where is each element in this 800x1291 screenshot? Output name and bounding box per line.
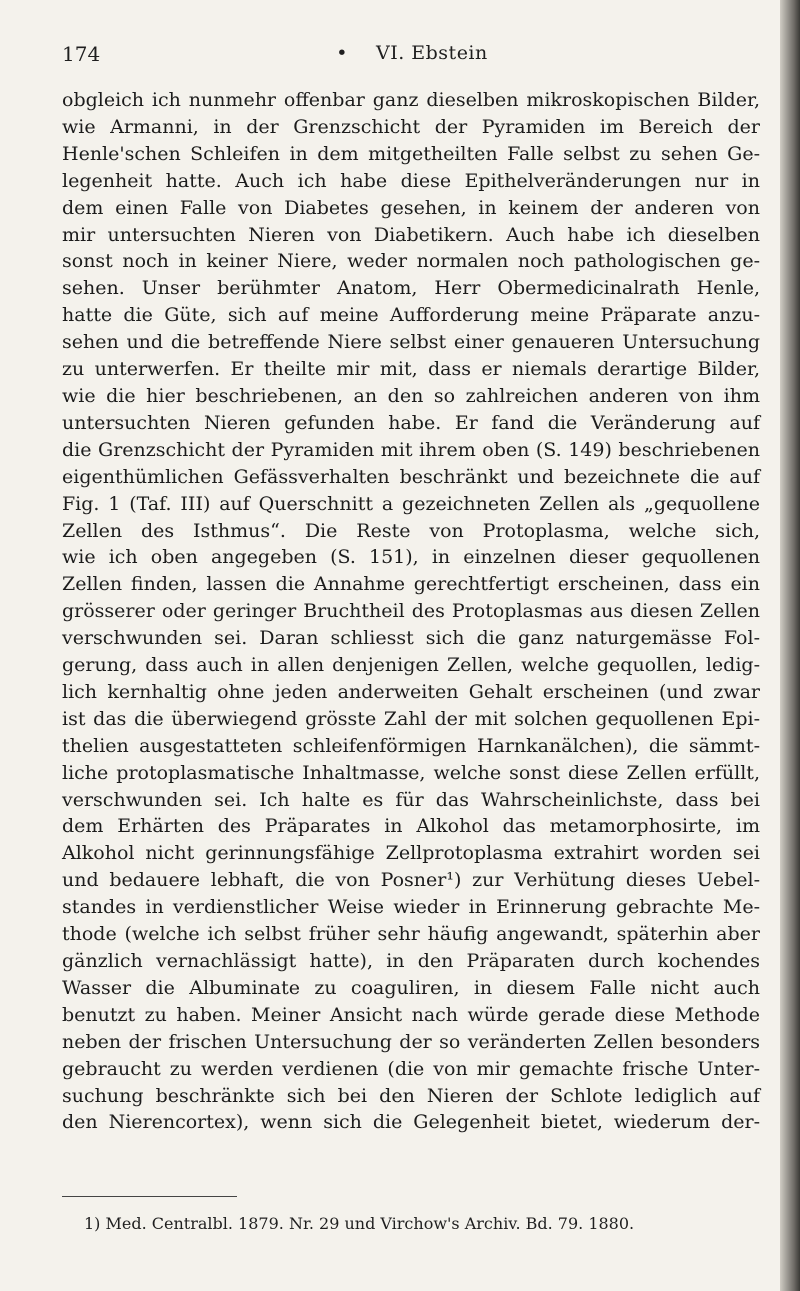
page-edge-shadow xyxy=(780,0,800,1291)
text-line: Alkohol nicht gerinnungsfähige Zellprotoplasma extrahirt worden sei xyxy=(62,842,760,865)
text-line: zu unterwerfen. Er theilte mir mit, dass er niemals derartige Bilder, xyxy=(62,358,760,381)
text-line: den Nierencortex), wenn sich die Gelegenheit bietet, wiederum der- xyxy=(62,1111,760,1134)
body-text xyxy=(62,87,760,1136)
page-number: 174 xyxy=(62,42,101,66)
text-line: sehen. Unser berühmter Anatom, Herr Obermedicinalrath Henle, xyxy=(62,277,760,300)
text-line: gerung, dass auch in allen denjenigen Zellen, welche gequollen, ledig- xyxy=(62,654,760,677)
running-head xyxy=(62,42,762,64)
text-line: dem Erhärten des Präparates in Alkohol das metamorphosirte, im xyxy=(62,815,760,838)
text-line: thelien ausgestatteten schleifenförmigen Harnkanälchen), die sämmt- xyxy=(62,734,760,757)
text-line: mir untersuchten Nieren von Diabetikern. Auch habe ich dieselben xyxy=(62,223,760,246)
page-header xyxy=(62,42,762,72)
text-line: Zellen des Isthmus“. Die Reste von Protoplasma, welche sich, xyxy=(62,519,760,542)
text-line: wie Armanni, in der Grenzschicht der Pyramiden im Bereich der xyxy=(62,115,760,138)
text-line: untersuchten Nieren gefunden habe. Er fand die Veränderung auf xyxy=(62,411,760,434)
text-line: eigenthümlichen Gefässverhalten beschränkt und bezeichnete die auf xyxy=(62,465,760,488)
text-line: lich kernhaltig ohne jeden anderweiten Gehalt erscheinen (und zwar xyxy=(62,680,760,703)
text-line: und bedauere lebhaft, die von Posner¹) zur Verhütung dieses Uebel- xyxy=(62,869,760,892)
text-line: benutzt zu haben. Meiner Ansicht nach würde gerade diese Methode xyxy=(62,1003,760,1026)
text-line: Fig. 1 (Taf. III) auf Querschnitt a gezeichneten Zellen als „gequollene xyxy=(62,492,760,515)
text-line: obgleich ich nunmehr offenbar ganz dieselben mikroskopischen Bilder, xyxy=(62,89,760,111)
text-line: legenheit hatte. Auch ich habe diese Epithelveränderungen nur in xyxy=(62,169,760,192)
text-line: standes in verdienstlicher Weise wieder in Erinnerung gebrachte Me- xyxy=(62,896,760,919)
text-line: verschwunden sei. Ich halte es für das Wahrscheinlichste, dass bei xyxy=(62,788,760,811)
footnote: 1) Med. Centralbl. 1879. Nr. 29 und Virchow's Archiv. Bd. 79. 1880. xyxy=(84,1214,635,1233)
text-line: hatte die Güte, sich auf meine Aufforderung meine Präparate anzu- xyxy=(62,304,760,327)
text-line: grösserer oder geringer Bruchtheil des Protoplasmas aus diesen Zellen xyxy=(62,600,760,623)
text-line: verschwunden sei. Daran schliesst sich die ganz naturgemässe Fol- xyxy=(62,627,760,650)
text-line: die Grenzschicht der Pyramiden mit ihrem oben (S. 149) beschriebenen xyxy=(62,438,760,461)
text-line: sonst noch in keiner Niere, weder normalen noch pathologischen ge- xyxy=(62,250,760,273)
running-head-title: VI. Ebstein xyxy=(375,42,488,64)
text-line: liche protoplasmatische Inhaltmasse, welche sonst diese Zellen erfüllt, xyxy=(62,761,760,784)
text-line: Wasser die Albuminate zu coaguliren, in diesem Falle nicht auch xyxy=(62,976,760,999)
text-line: sehen und die betreffende Niere selbst einer genaueren Untersuchung xyxy=(62,331,760,354)
text-line: dem einen Falle von Diabetes gesehen, in keinem der anderen von xyxy=(62,196,760,219)
text-line: neben der frischen Untersuchung der so veränderten Zellen besonders xyxy=(62,1030,760,1053)
text-line: wie die hier beschriebenen, an den so zahlreichen anderen von ihm xyxy=(62,384,760,407)
text-line: gänzlich vernachlässigt hatte), in den Präparaten durch kochendes xyxy=(62,950,760,972)
text-line: gebraucht zu werden verdienen (die von mir gemachte frische Unter- xyxy=(62,1057,760,1080)
text-line: suchung beschränkte sich bei den Nieren der Schlote lediglich auf xyxy=(62,1084,760,1107)
text-line: Henle'schen Schleifen in dem mitgetheilten Falle selbst zu sehen Ge- xyxy=(62,142,760,165)
text-line: ist das die überwiegend grösste Zahl der mit solchen gequollenen Epi- xyxy=(62,707,760,730)
text-line: Zellen finden, lassen die Annahme gerechtfertigt erscheinen, dass ein xyxy=(62,573,760,596)
header-separator: • xyxy=(336,42,348,64)
text-line: wie ich oben angegeben (S. 151), in einzelnen dieser gequollenen xyxy=(62,546,760,569)
footnote-rule xyxy=(62,1196,237,1197)
text-line: thode (welche ich selbst früher sehr häufig angewandt, späterhin aber xyxy=(62,923,760,946)
